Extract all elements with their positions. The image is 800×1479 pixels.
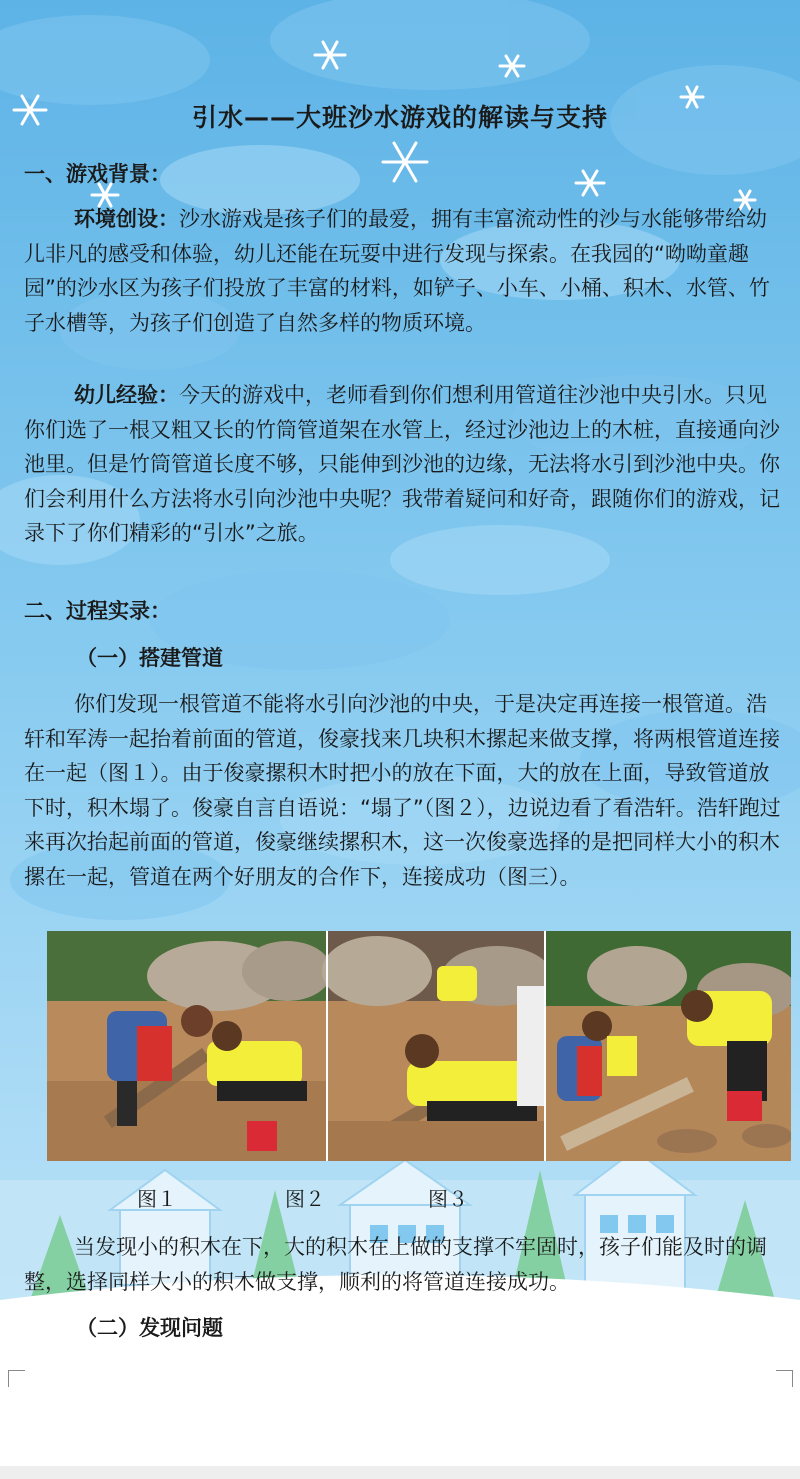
label-experience: 幼儿经验： bbox=[74, 383, 179, 407]
photo-3-image bbox=[545, 931, 791, 1161]
paragraph-experience bbox=[24, 378, 786, 551]
caption-figure-2: 图２ bbox=[285, 1187, 325, 1211]
caption-figure-1: 图１ bbox=[137, 1187, 177, 1211]
caption-figure-3: 图３ bbox=[428, 1187, 468, 1211]
section-heading-process: 二、过程实录： bbox=[24, 599, 171, 623]
label-environment: 环境创设： bbox=[74, 207, 179, 231]
photo-strip bbox=[47, 931, 791, 1161]
photo-1-image bbox=[47, 931, 332, 1161]
paragraph-environment bbox=[24, 202, 786, 340]
crop-mark-right bbox=[776, 1370, 793, 1387]
page-title: 引水——大班沙水游戏的解读与支持 bbox=[191, 103, 608, 132]
paragraph-adjustment: 当发现小的积木在下，大的积木在上做的支撑不牢固时，孩子们能及时的调整，选择同样大小的积木做支撑，顺利的将管道连接成功。 bbox=[24, 1235, 767, 1294]
subheading-find-problem: （二）发现问题 bbox=[76, 1316, 223, 1340]
photo-2-image bbox=[322, 931, 552, 1161]
paragraph-build-pipe: 你们发现一根管道不能将水引向沙池的中央，于是决定再连接一根管道。浩轩和军涛一起抬着前面的管道，俊豪找来几块积木摞起来做支撑，将两根管道连接在一起（图１）。由于俊豪摞积木时把小的放在下面，大的放在上面，导致管道放下时，积木塌了。俊豪自言自语说：“塌了”（图２），边说边看了看浩轩。浩轩跑过来再次抬起前面的管道，俊豪继续摞积木，这一次俊豪选择的是把同样大小的积木摞在一起，管道在两个好朋友的合作下，连接成功（图三）。 bbox=[24, 692, 781, 889]
section-heading-background: 一、游戏背景： bbox=[24, 162, 171, 186]
crop-mark-left bbox=[8, 1370, 25, 1387]
subheading-build-pipe: （一）搭建管道 bbox=[76, 646, 223, 670]
text-experience: 今天的游戏中，老师看到你们想利用管道往沙池中央引水。只见你们选了一根又粗又长的竹筒管道架在水管上，经过沙池边上的木桩，直接通向沙池里。但是竹筒管道长度不够，只能伸到沙池的边缘，无法将水引到沙池中央。你们会利用什么方法将水引向沙池中央呢？我带着疑问和好奇，跟随你们的游戏，记录下了你们精彩的“引水”之旅。 bbox=[24, 383, 780, 545]
text-environment: 沙水游戏是孩子们的最爱，拥有丰富流动性的沙与水能够带给幼儿非凡的感受和体验，幼儿还能在玩耍中进行发现与探索。在我园的“呦呦童趣园”的沙水区为孩子们投放了丰富的材料，如铲子、小车、小桶、积木、水管、竹子水槽等，为孩子们创造了自然多样的物质环境。 bbox=[24, 207, 770, 335]
